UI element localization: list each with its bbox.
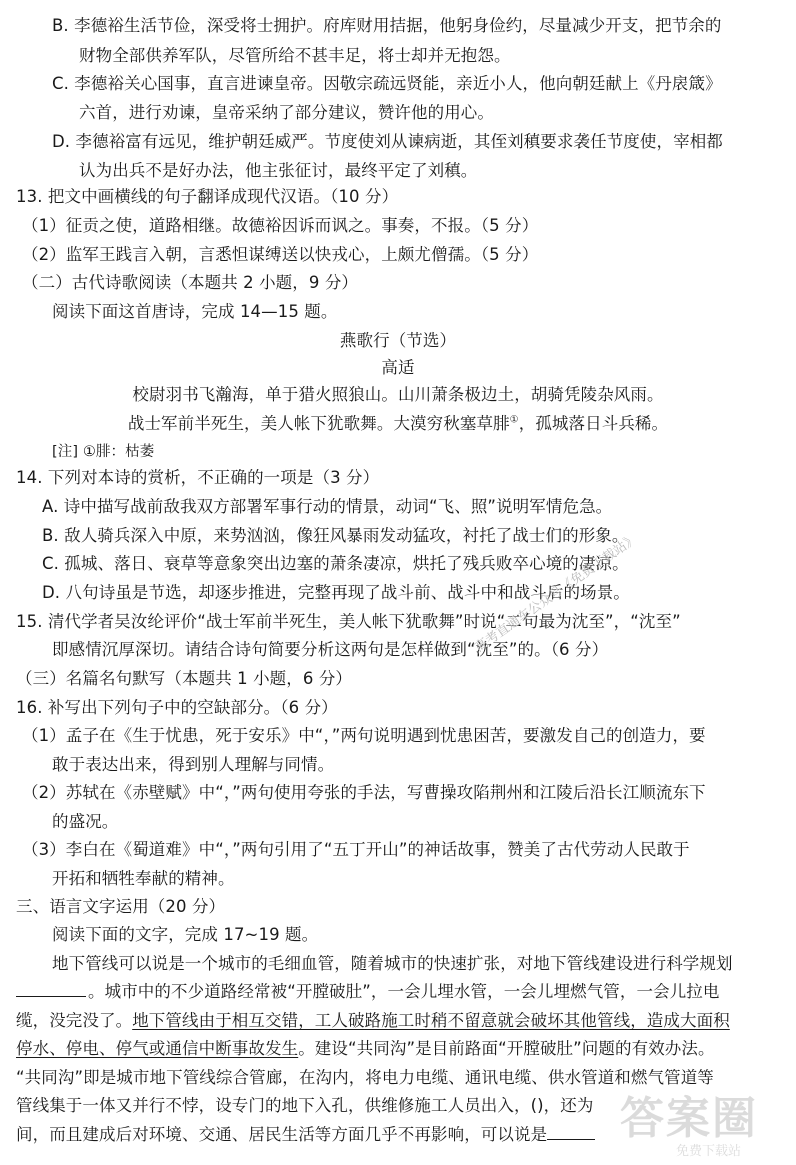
poem-line2 xyxy=(0,413,796,435)
poem-title: 燕歌行（节选） xyxy=(339,331,457,350)
answer-blank[interactable] xyxy=(16,981,86,997)
question-16-part1-line1: （1）孟子在《生于忧患，死于安乐》中“，”两句说明遇到忧患困苦，要激发自己的创造力，要 xyxy=(22,726,706,745)
question-16-part2-line2: 的盛况。 xyxy=(52,812,119,831)
option-12c-line2: 六首，进行劝谏，皇帝采纳了部分建议，赞许他的用心。 xyxy=(79,103,494,122)
logo-text: 答案圈 xyxy=(620,1093,758,1144)
question-15-line1: 15. 清代学者吴汝纶评价“战士军前半死生，美人帐下犹歌舞”时说“二句最为沈至”，“沈至” xyxy=(16,612,681,631)
footnote-marker: ① xyxy=(509,414,519,426)
passage-line2 xyxy=(16,981,720,1003)
question-15-line2: 即感情沉厚深切。请结合诗句简要分析这两句是怎样做到“沈至”的。（6 分） xyxy=(52,640,609,659)
option-12c-line1: C. 李德裕关心国事，直言进谏皇帝。因敬宗疏远贤能，亲近小人，他向朝廷献上《丹扆箴》 xyxy=(52,74,722,93)
watermark-text: 高考直通车公众号《免费下载站》 xyxy=(472,531,641,656)
underlined-sentence-part1: 地下管线由于相互交错，工人破路施工时稍不留意就会破坏其他管线，造成大面积 xyxy=(132,1011,730,1030)
part-3-intro: 阅读下面的文字，完成 17~19 题。 xyxy=(52,925,319,944)
section-2-heading: （二）古代诗歌阅读（本题共 2 小题，9 分） xyxy=(22,273,359,292)
passage-line4-text: 。建设“共同沟”是目前路面“开膛破肚”问题的有效办法。 xyxy=(298,1039,715,1058)
section-3-heading: （三）名篇名句默写（本题共 1 小题，6 分） xyxy=(16,669,353,688)
passage-line2-text: 。城市中的不少道路经常被“开膛破肚”，一会儿埋水管，一会儿埋燃气管，一会儿拉电 xyxy=(88,982,720,1001)
section-2-intro: 阅读下面这首唐诗，完成 14—15 题。 xyxy=(52,302,338,321)
question-13-part2: （2）监军王践言入朝，言悉怛谋缚送以快戎心，上颇尤僧孺。（5 分） xyxy=(22,245,539,264)
option-12d-line2: 认为出兵不是好办法，他主张征讨，最终平定了刘稹。 xyxy=(79,161,478,180)
question-16-part3-line2: 开拓和牺牲奉献的精神。 xyxy=(52,869,235,888)
question-16-part2-line1: （2）苏轼在《赤壁赋》中“，”两句使用夸张的手法，写曹操攻陷荆州和江陵后沿长江顺流东下 xyxy=(22,783,706,802)
underlined-sentence-part2: 停水、停电、停气或通信中断事故发生 xyxy=(16,1039,299,1058)
answer-blank-2[interactable] xyxy=(547,1124,595,1140)
question-14: 14. 下列对本诗的赏析，不正确的一项是（3 分） xyxy=(16,468,380,487)
poem-line2-part1: 战士军前半死生，美人帐下犹歌舞。大漠穷秋塞草腓 xyxy=(127,414,510,433)
question-13: 13. 把文中画横线的句子翻译成现代汉语。（10 分） xyxy=(16,187,399,206)
question-16: 16. 补写出下列句子中的空缺部分。（6 分） xyxy=(16,698,338,717)
passage-line3 xyxy=(16,1010,730,1032)
site-logo xyxy=(612,1082,792,1162)
passage-line7 xyxy=(16,1124,597,1146)
question-16-part3-line1: （3）李白在《蜀道难》中“，”两句引用了“五丁开山”的神话故事，赞美了古代劳动人民敢于 xyxy=(22,840,690,859)
passage-line5: “共同沟”即是城市地下管线综合管廊，在沟内，将电力电缆、通讯电缆、供水管道和燃气管道等 xyxy=(16,1068,714,1087)
passage-line3-text: 缆，没完没了。 xyxy=(16,1011,133,1030)
passage-line7-text: 间，而且建成后对环境、交通、居民生活等方面几乎不再影响，可以说是 xyxy=(16,1125,548,1144)
poem-note: [注] ①腓：枯萎 xyxy=(52,444,155,460)
passage-line1: 地下管线可以说是一个城市的毛细血管，随着城市的快速扩张，对地下管线建设进行科学规划 xyxy=(52,954,733,973)
question-13-part1: （1）征贡之使，道路相继。故德裕因诉而讽之。事奏，不报。（5 分） xyxy=(22,216,539,235)
poem-line1: 校尉羽书飞瀚海，单于猎火照狼山。山川萧条极边土，胡骑凭陵杂风雨。 xyxy=(132,385,664,404)
option-12d-line1: D. 李德裕富有远见，维护朝廷威严。节度使刘从谏病逝，其侄刘稹要求袭任节度使，宰相都 xyxy=(52,132,723,151)
option-14a: A. 诗中描写战前敌我双方部署军事行动的情景，动词“飞、照”说明军情危急。 xyxy=(42,497,613,516)
option-14d: D. 八句诗虽是节选，却逐步推进，完整再现了战斗前、战斗中和战斗后的场景。 xyxy=(42,583,630,602)
logo-subtext: 免费下载站 xyxy=(676,1144,742,1159)
question-16-part1-line2: 敢于表达出来，得到别人理解与同情。 xyxy=(52,755,335,774)
poem-author: 高适 xyxy=(381,358,415,377)
option-14b: B. 敌人骑兵深入中原，来势汹汹，像狂风暴雨发动猛攻，衬托了战士们的形象。 xyxy=(42,526,629,545)
option-14c: C. 孤城、落日、衰草等意象突出边塞的萧条凄凉，烘托了残兵败卒心境的凄凉。 xyxy=(42,554,629,573)
passage-line6: 管线集于一体又并行不悖，设专门的地下入孔，供维修施工人员出入，()，还为 xyxy=(16,1096,594,1115)
option-12b-line2: 财物全部供养军队，尽管所给不甚丰足，将士却并无抱怨。 xyxy=(79,46,511,65)
option-12b-line1: B. 李德裕生活节俭，深受将士拥护。府库财用拮据，他躬身俭约，尽量减少开支，把节余的 xyxy=(52,16,722,35)
part-3-heading: 三、语言文字运用（20 分） xyxy=(16,897,226,916)
poem-line2-part2: ，孤城落日斗兵稀。 xyxy=(518,414,669,433)
passage-line4 xyxy=(16,1038,715,1060)
